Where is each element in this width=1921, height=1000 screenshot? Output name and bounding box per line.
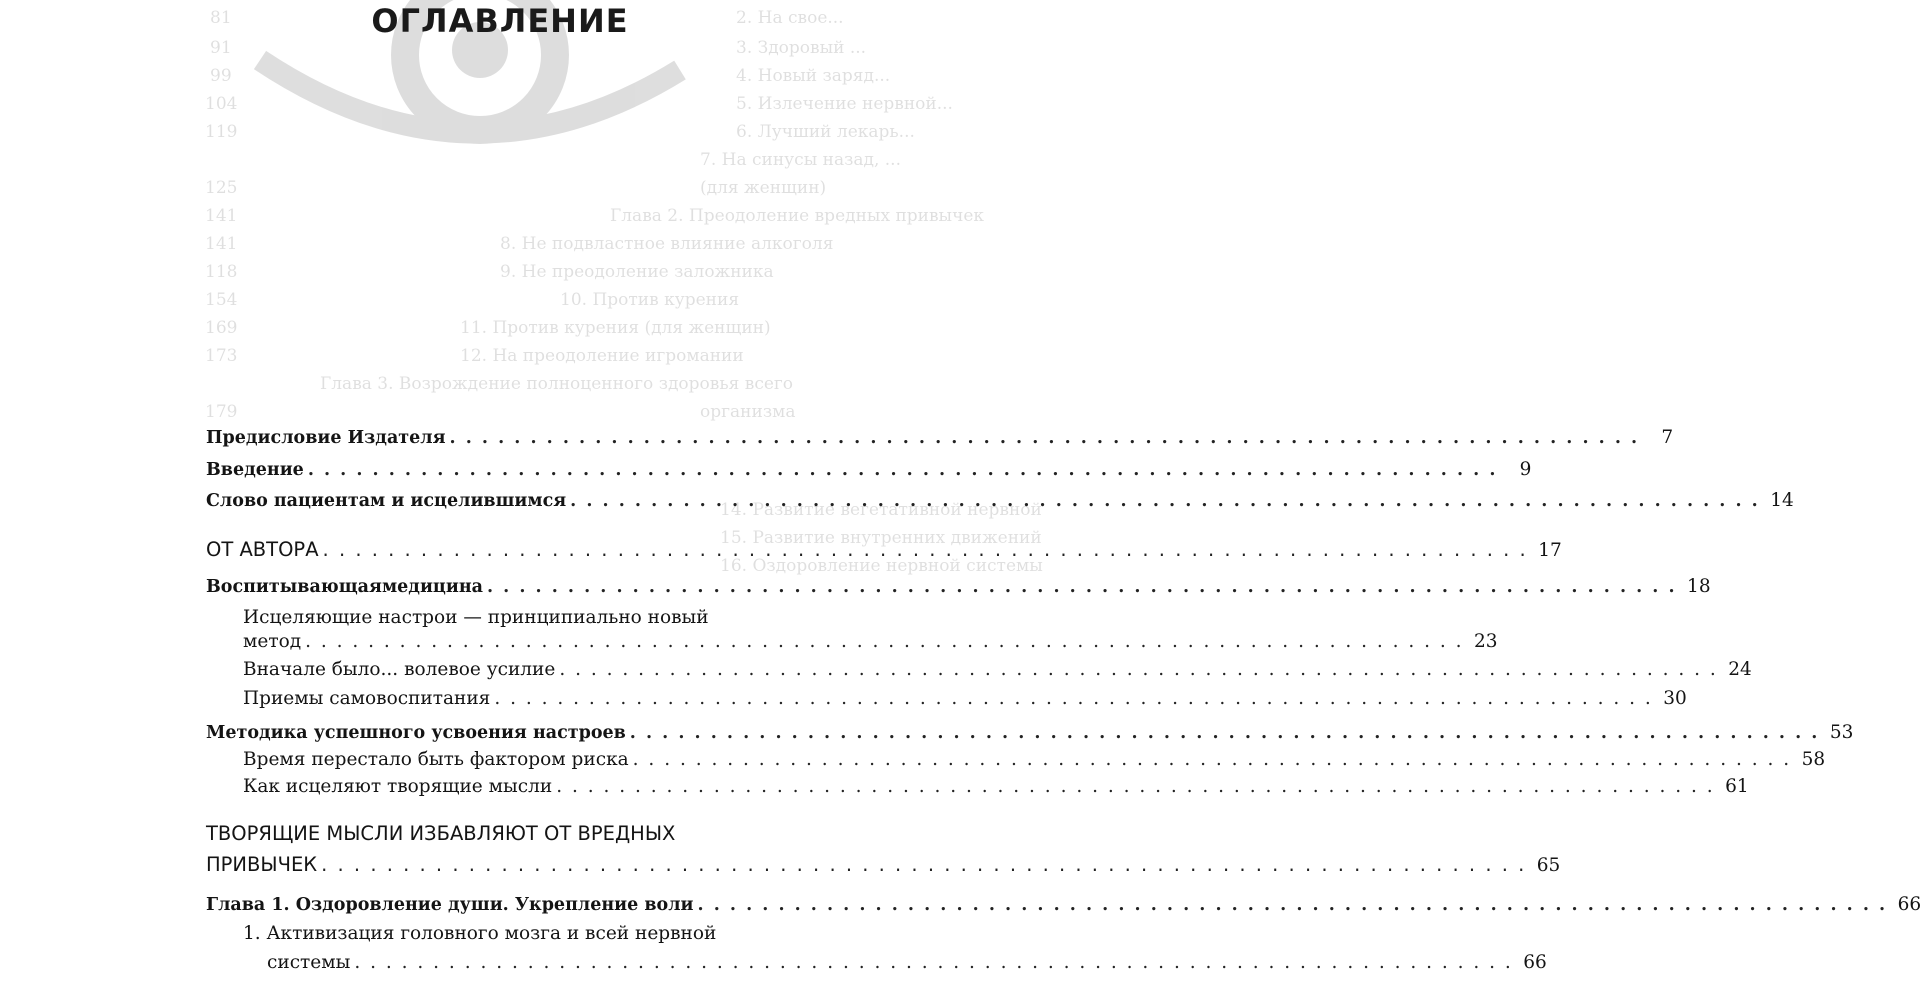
toc-entry-page-number: 18 [1687,576,1711,597]
toc-entry-label: Введение [206,460,304,480]
toc-entry-label: ОТ АВТОРА [206,538,319,561]
dot-leader [305,627,1463,657]
toc-entry-introduction[interactable] [206,455,1532,485]
toc-entry-page-number: 17 [1538,540,1562,561]
toc-entry-label: Время перестало быть фактором риска [243,749,629,770]
bleed-line: Глава 2. Преодоление вредных привычек [610,206,985,226]
dot-leader [633,745,1791,775]
toc-section-creative-thoughts-line1[interactable]: ТВОРЯЩИЕ МЫСЛИ ИЗБАВЛЯЮТ ОТ ВРЕДНЫХ [206,822,676,845]
dot-leader [450,423,1640,453]
toc-entry-label: Приемы самовоспитания [243,688,491,709]
bleed-line: 14. Развитие вегетативной нервной [720,500,1042,520]
bleed-line: Глава 3. Возрождение полноценного здоровья всего [320,374,794,394]
bleed-number: 99 [210,66,232,86]
dot-leader [321,850,1526,880]
bleed-line: 4. Новый заряд... [736,66,891,86]
dot-leader [308,455,1498,485]
toc-entry-label: Воспитывающаямедицина [206,577,483,597]
toc-entry-brain-activation[interactable] [243,948,1547,978]
toc-entry-label: системы [267,952,351,973]
bleed-line: 8. Не подвластное влияние алкоголя [500,234,834,254]
toc-entry-self-education[interactable] [243,684,1687,714]
toc-entry-page-number: 23 [1474,631,1498,652]
bleed-number: 154 [205,290,238,310]
bleed-number: 118 [205,262,238,282]
bleed-number: 104 [205,94,238,114]
toc-entry-time-risk[interactable] [243,745,1826,775]
toc-entry-page-number: 53 [1829,722,1854,743]
bleed-number: 141 [205,206,238,226]
dot-leader [570,486,1760,516]
bleed-line: 9. Не преодоление заложника [500,262,774,282]
toc-entry-label: метод [243,631,302,652]
bleed-number: 81 [210,8,232,28]
bleed-number: 125 [205,178,238,198]
toc-entry-label: Методика успешного усвоения настроев [206,723,626,743]
bleed-line: 11. Против курения (для женщин) [460,318,771,338]
toc-entry-educating-medicine[interactable] [206,572,1711,602]
bleed-line: 6. Лучший лекарь... [736,122,915,142]
toc-entry-page-number: 66 [1523,952,1547,973]
bleed-line: 12. На преодоление игромании [460,346,744,366]
bleed-line: 7. На синусы назад, ... [700,150,901,170]
toc-entry-method[interactable] [206,718,1854,748]
toc-entry-page-number: 61 [1725,776,1749,797]
toc-entry-page-number: 7 [1661,427,1674,448]
bleed-line: 15. Развитие внутренних движений [720,528,1042,548]
bleed-number: 141 [205,234,238,254]
bleed-line: 2. На свое... [736,8,844,28]
bleed-number: 173 [205,346,238,366]
bleed-line: 5. Излечение нервной... [736,94,953,114]
toc-entry-brain-activation-line1[interactable]: 1. Активизация головного мозга и всей нервной [243,923,717,944]
toc-entry-page-number: 14 [1770,490,1794,511]
bleed-line: 16. Оздоровление нервной системы [720,556,1043,576]
toc-entry-page-number: 24 [1728,659,1752,680]
toc-entry-page-number: 65 [1536,855,1561,876]
dot-leader [630,718,1820,748]
dot-leader [323,535,1528,565]
toc-entry-preface-publisher[interactable] [206,423,1674,453]
bleed-line: организма [700,402,796,422]
toc-entry-label: Как исцеляют творящие мысли [243,776,553,797]
bleed-number: 169 [205,318,238,338]
toc-entry-page-number: 30 [1663,688,1687,709]
dot-leader [559,655,1717,685]
toc-entry-label: Предисловие Издателя [206,428,446,448]
toc-entry-page-number: 9 [1519,459,1532,480]
bleed-line: 10. Против курения [560,290,740,310]
bleed-line: 3. Здоровый ... [736,38,867,58]
toc-entry-how-thoughts-heal[interactable] [243,772,1749,802]
toc-entry-healing-moods-line1[interactable]: Исцеляющие настрои — принципиально новый [243,607,709,628]
bleed-number: 179 [205,402,238,422]
toc-entry-label: ПРИВЫЧЕК [206,853,318,876]
toc-entry-label: Вначале было... волевое усилие [243,659,556,680]
bleed-line: (для женщин) [700,178,827,198]
dot-leader [556,772,1714,802]
toc-entry-willpower[interactable] [243,655,1752,685]
dot-leader [354,948,1512,978]
toc-entry-healing-moods[interactable] [243,627,1498,657]
bleed-number: 91 [210,38,232,58]
toc-entry-chapter-1[interactable] [206,890,1921,920]
bleed-number: 119 [205,122,238,142]
dot-leader [487,572,1677,602]
toc-entry-page-number: 58 [1801,749,1826,770]
dot-leader [494,684,1652,714]
toc-entry-page-number: 66 [1897,894,1921,915]
toc-entry-label: Слово пациентам и исцелившимся [206,491,567,511]
dot-leader [698,890,1888,920]
toc-section-creative-thoughts[interactable] [206,850,1561,880]
page-title: ОГЛАВЛЕНИЕ [371,2,629,40]
toc-entry-label: Глава 1. Оздоровление души. Укрепление воли [206,895,694,915]
